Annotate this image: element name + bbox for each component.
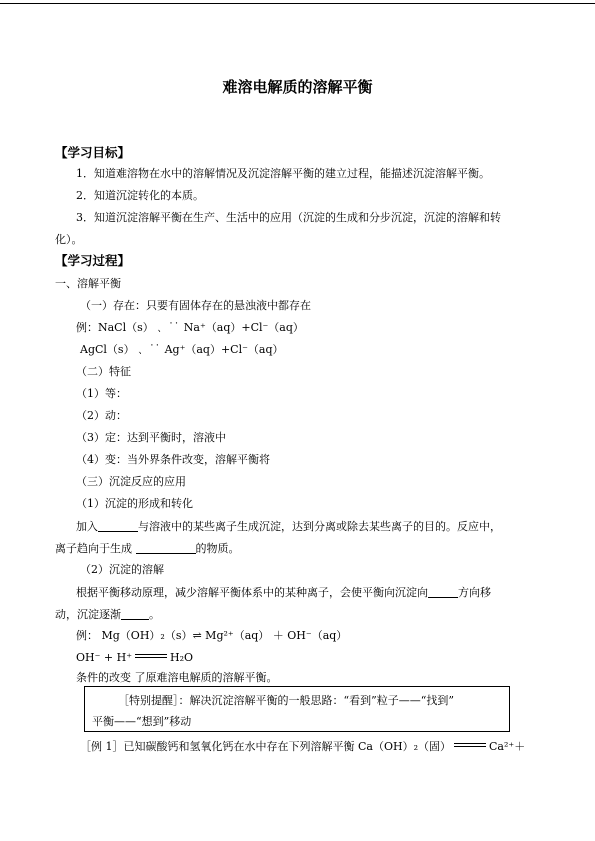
feature-dynamic: （2）动：: [76, 409, 127, 422]
example-mgoh2: 例： Mg（OH）₂（s）⇌ Mg²⁺（aq） ＋ OH⁻（aq）: [76, 629, 348, 642]
text-fragment: OH⁻ + H⁺: [76, 651, 133, 664]
goal-1: 1．知道难溶物在水中的溶解情况及沉淀溶解平衡的建立过程，能描述沉淀溶解平衡。: [76, 167, 490, 180]
goal-2: 2．知道沉淀转化的本质。: [76, 189, 204, 202]
equilibrium-arrow-icon: [135, 652, 167, 660]
dissolution-paragraph-2: [55, 607, 160, 622]
text-fragment: 根据平衡移动原理，减少溶解平衡体系中的某种离子，会使平衡向沉淀向: [76, 586, 428, 599]
feature-change: （4）变：当外界条件改变，溶解平衡将: [76, 453, 270, 466]
example-agcl-right: Ag⁺（aq）+Cl⁻（aq）: [164, 343, 284, 356]
text-fragment: 的物质。: [195, 542, 240, 555]
condition-change-note: 条件的改变 了原难溶电解质的溶解平衡。: [76, 671, 278, 684]
tip-line-2: 平衡——“想到”移动: [92, 715, 192, 728]
formation-paragraph-1: [76, 519, 501, 534]
text-fragment: H₂O: [170, 651, 194, 664]
application-dissolution: （2）沉淀的溶解: [80, 563, 164, 576]
text-fragment: 离子趋向于生成: [55, 542, 132, 555]
equilibrium-symbol-icon: ﹑ ˙˙: [134, 343, 161, 356]
example-agcl-left: AgCl（s）: [80, 343, 135, 356]
fill-blank[interactable]: [136, 541, 196, 554]
text-fragment: 加入: [76, 520, 98, 533]
subsection-features: （二）特征: [76, 365, 131, 378]
goal-3: 3．知道沉淀溶解平衡在生产、生活中的应用（沉淀的生成和分步沉淀，沉淀的溶解和转: [76, 211, 501, 224]
fill-blank[interactable]: [428, 585, 458, 598]
text-fragment: 动，沉淀逐渐: [55, 608, 121, 621]
subsection-applications: （三）沉淀反应的应用: [76, 475, 186, 488]
tip-line-1: ［特别提醒］：解决沉淀溶解平衡的一般思路：“看到”粒子——“找到”: [118, 694, 454, 707]
page-title: 难溶电解质的溶解平衡: [222, 78, 373, 96]
feature-equal: （1）等：: [76, 387, 127, 400]
text-fragment: 与溶液中的某些离子生成沉淀，达到分离或除去某些离子的目的。反应中，: [138, 520, 501, 533]
text-fragment: Ca²⁺＋: [489, 740, 526, 753]
fill-blank[interactable]: [98, 519, 138, 532]
equilibrium-symbol-icon: ﹑ ˙˙: [153, 321, 180, 334]
formation-paragraph-2: [55, 541, 240, 556]
example-agcl: [80, 343, 284, 357]
example-nacl: [76, 321, 304, 335]
goals-heading: 【学习目标】: [55, 145, 131, 160]
section-dissolution-equilibrium: 一、溶解平衡: [55, 277, 121, 290]
dissolution-paragraph-1: [76, 585, 491, 600]
equilibrium-arrow-icon: [454, 741, 486, 749]
example-nacl-right: Na⁺（aq）+Cl⁻（aq）: [183, 321, 304, 334]
application-formation: （1）沉淀的形成和转化: [76, 497, 193, 510]
header-rule: [0, 3, 595, 4]
subsection-existence: （一）存在：只要有固体存在的悬浊液中都存在: [80, 299, 311, 312]
example-neutralization: [76, 651, 193, 665]
fill-blank[interactable]: [121, 607, 149, 620]
feature-fixed: （3）定：达到平衡时，溶液中: [76, 431, 226, 444]
text-fragment: 。: [149, 608, 160, 621]
example-1: [80, 740, 525, 754]
process-heading: 【学习过程】: [55, 253, 131, 268]
goal-3-cont: 化）。: [55, 233, 83, 246]
text-fragment: ［例 1］已知碳酸钙和氢氧化钙在水中存在下列溶解平衡 Ca（OH）₂（固）: [80, 740, 451, 753]
example-nacl-left: 例：NaCl（s）: [76, 321, 154, 334]
text-fragment: 方向移: [458, 586, 491, 599]
